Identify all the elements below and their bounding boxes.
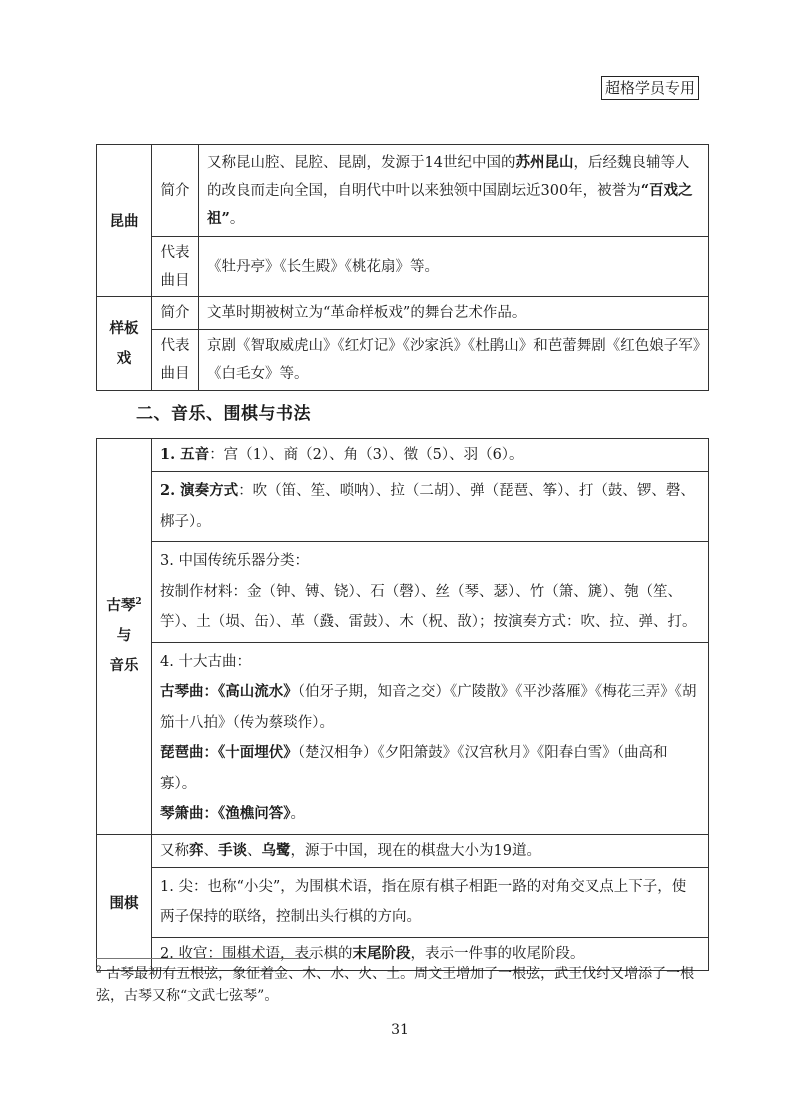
footnote xyxy=(96,963,708,1007)
ten-ancient-pieces: 4. 十大古曲： 古琴曲：《高山流水》（伯牙子期，知音之交）《广陵散》《平沙落雁》《梅花三弄》《胡笳十八拍》（传为蔡琰作）。 琵琶曲：《十面埋伏》（楚汉相争）《夕阳箫鼓》《汉宫秋月》《阳春白雪》（曲高和寡）。 琴箫曲：《渔樵问答》。 xyxy=(152,642,709,834)
table-row xyxy=(97,297,709,330)
weiqi-category: 围棋 xyxy=(97,834,152,970)
table-row xyxy=(97,642,709,834)
footnote-mark: 2 xyxy=(96,965,102,976)
five-tones: 1. 五音：宫（1）、商（2）、角（3）、徵（5）、羽（6）。 xyxy=(152,439,709,472)
kunqu-works-label: 代表 曲目 xyxy=(152,237,199,297)
footnote-divider xyxy=(96,958,311,959)
table-row xyxy=(97,472,709,542)
table-row xyxy=(97,834,709,867)
weiqi-term-shouguan: 2. 收官：围棋术语，表示棋的末尾阶段，表示一件事的收尾阶段。 xyxy=(152,937,709,970)
table-row xyxy=(97,542,709,643)
music-category: 古琴$^2$ 与 音乐 xyxy=(97,439,152,835)
music-weiqi-table xyxy=(96,438,709,971)
kunqu-category: 昆曲 xyxy=(97,145,152,297)
footnote-text: 古琴最初有五根弦，象征着金、木、水、火、土。周文王增加了一根弦，武王伐纣又增添了一根弦，古琴又称“文武七弦琴”。 xyxy=(96,966,695,1004)
weiqi-term-jian: 1. 尖：也称“小尖”，为围棋术语，指在原有棋子相距一路的对角交叉点上下子，使两子保持的联络，控制出头行棋的方向。 xyxy=(152,867,709,937)
yangbanxi-works-label: 代表 曲目 xyxy=(152,330,199,391)
page-number: 31 xyxy=(391,1022,409,1038)
student-only-badge: 超格学员专用 xyxy=(601,76,699,100)
table-row xyxy=(97,439,709,472)
table-row xyxy=(97,145,709,237)
playing-methods: 2. 演奏方式：吹（笛、笙、唢呐）、拉（二胡）、弹（琵琶、筝）、打（鼓、锣、磬、梆子）。 xyxy=(152,472,709,542)
opera-table xyxy=(96,144,709,391)
section-heading: 二、音乐、围棋与书法 xyxy=(136,404,311,424)
kunqu-intro-text: 又称昆山腔、昆腔、昆剧，发源于14世纪中国的苏州昆山，后经魏良辅等人的改良而走向全国，自明代中叶以来独领中国剧坛近300年，被誉为“百戏之祖”。 xyxy=(199,145,709,237)
yangbanxi-category: 样板 戏 xyxy=(97,297,152,391)
yangbanxi-intro-label: 简介 xyxy=(152,297,199,330)
weiqi-names: 又称弈、手谈、乌鹭，源于中国，现在的棋盘大小为19道。 xyxy=(152,834,709,867)
yangbanxi-intro-text: 文革时期被树立为“革命样板戏”的舞台艺术作品。 xyxy=(199,297,709,330)
instrument-classification: 3. 中国传统乐器分类： 按制作材料：金（钟、镈、铙）、石（磬）、丝（琴、瑟）、竹（箫、篪）、匏（笙、竽）、土（埙、缶）、革（鼗、雷鼓）、木（柷、敔）；按演奏方式：吹、拉、弹、打。 xyxy=(152,542,709,643)
table-row xyxy=(97,867,709,937)
kunqu-works-text: 《牡丹亭》《长生殿》《桃花扇》等。 xyxy=(199,237,709,297)
kunqu-intro-label: 简介 xyxy=(152,145,199,237)
table-row xyxy=(97,330,709,391)
table-row xyxy=(97,237,709,297)
yangbanxi-works-text: 京剧《智取威虎山》《红灯记》《沙家浜》《杜鹃山》和芭蕾舞剧《红色娘子军》《白毛女》等。 xyxy=(199,330,709,391)
